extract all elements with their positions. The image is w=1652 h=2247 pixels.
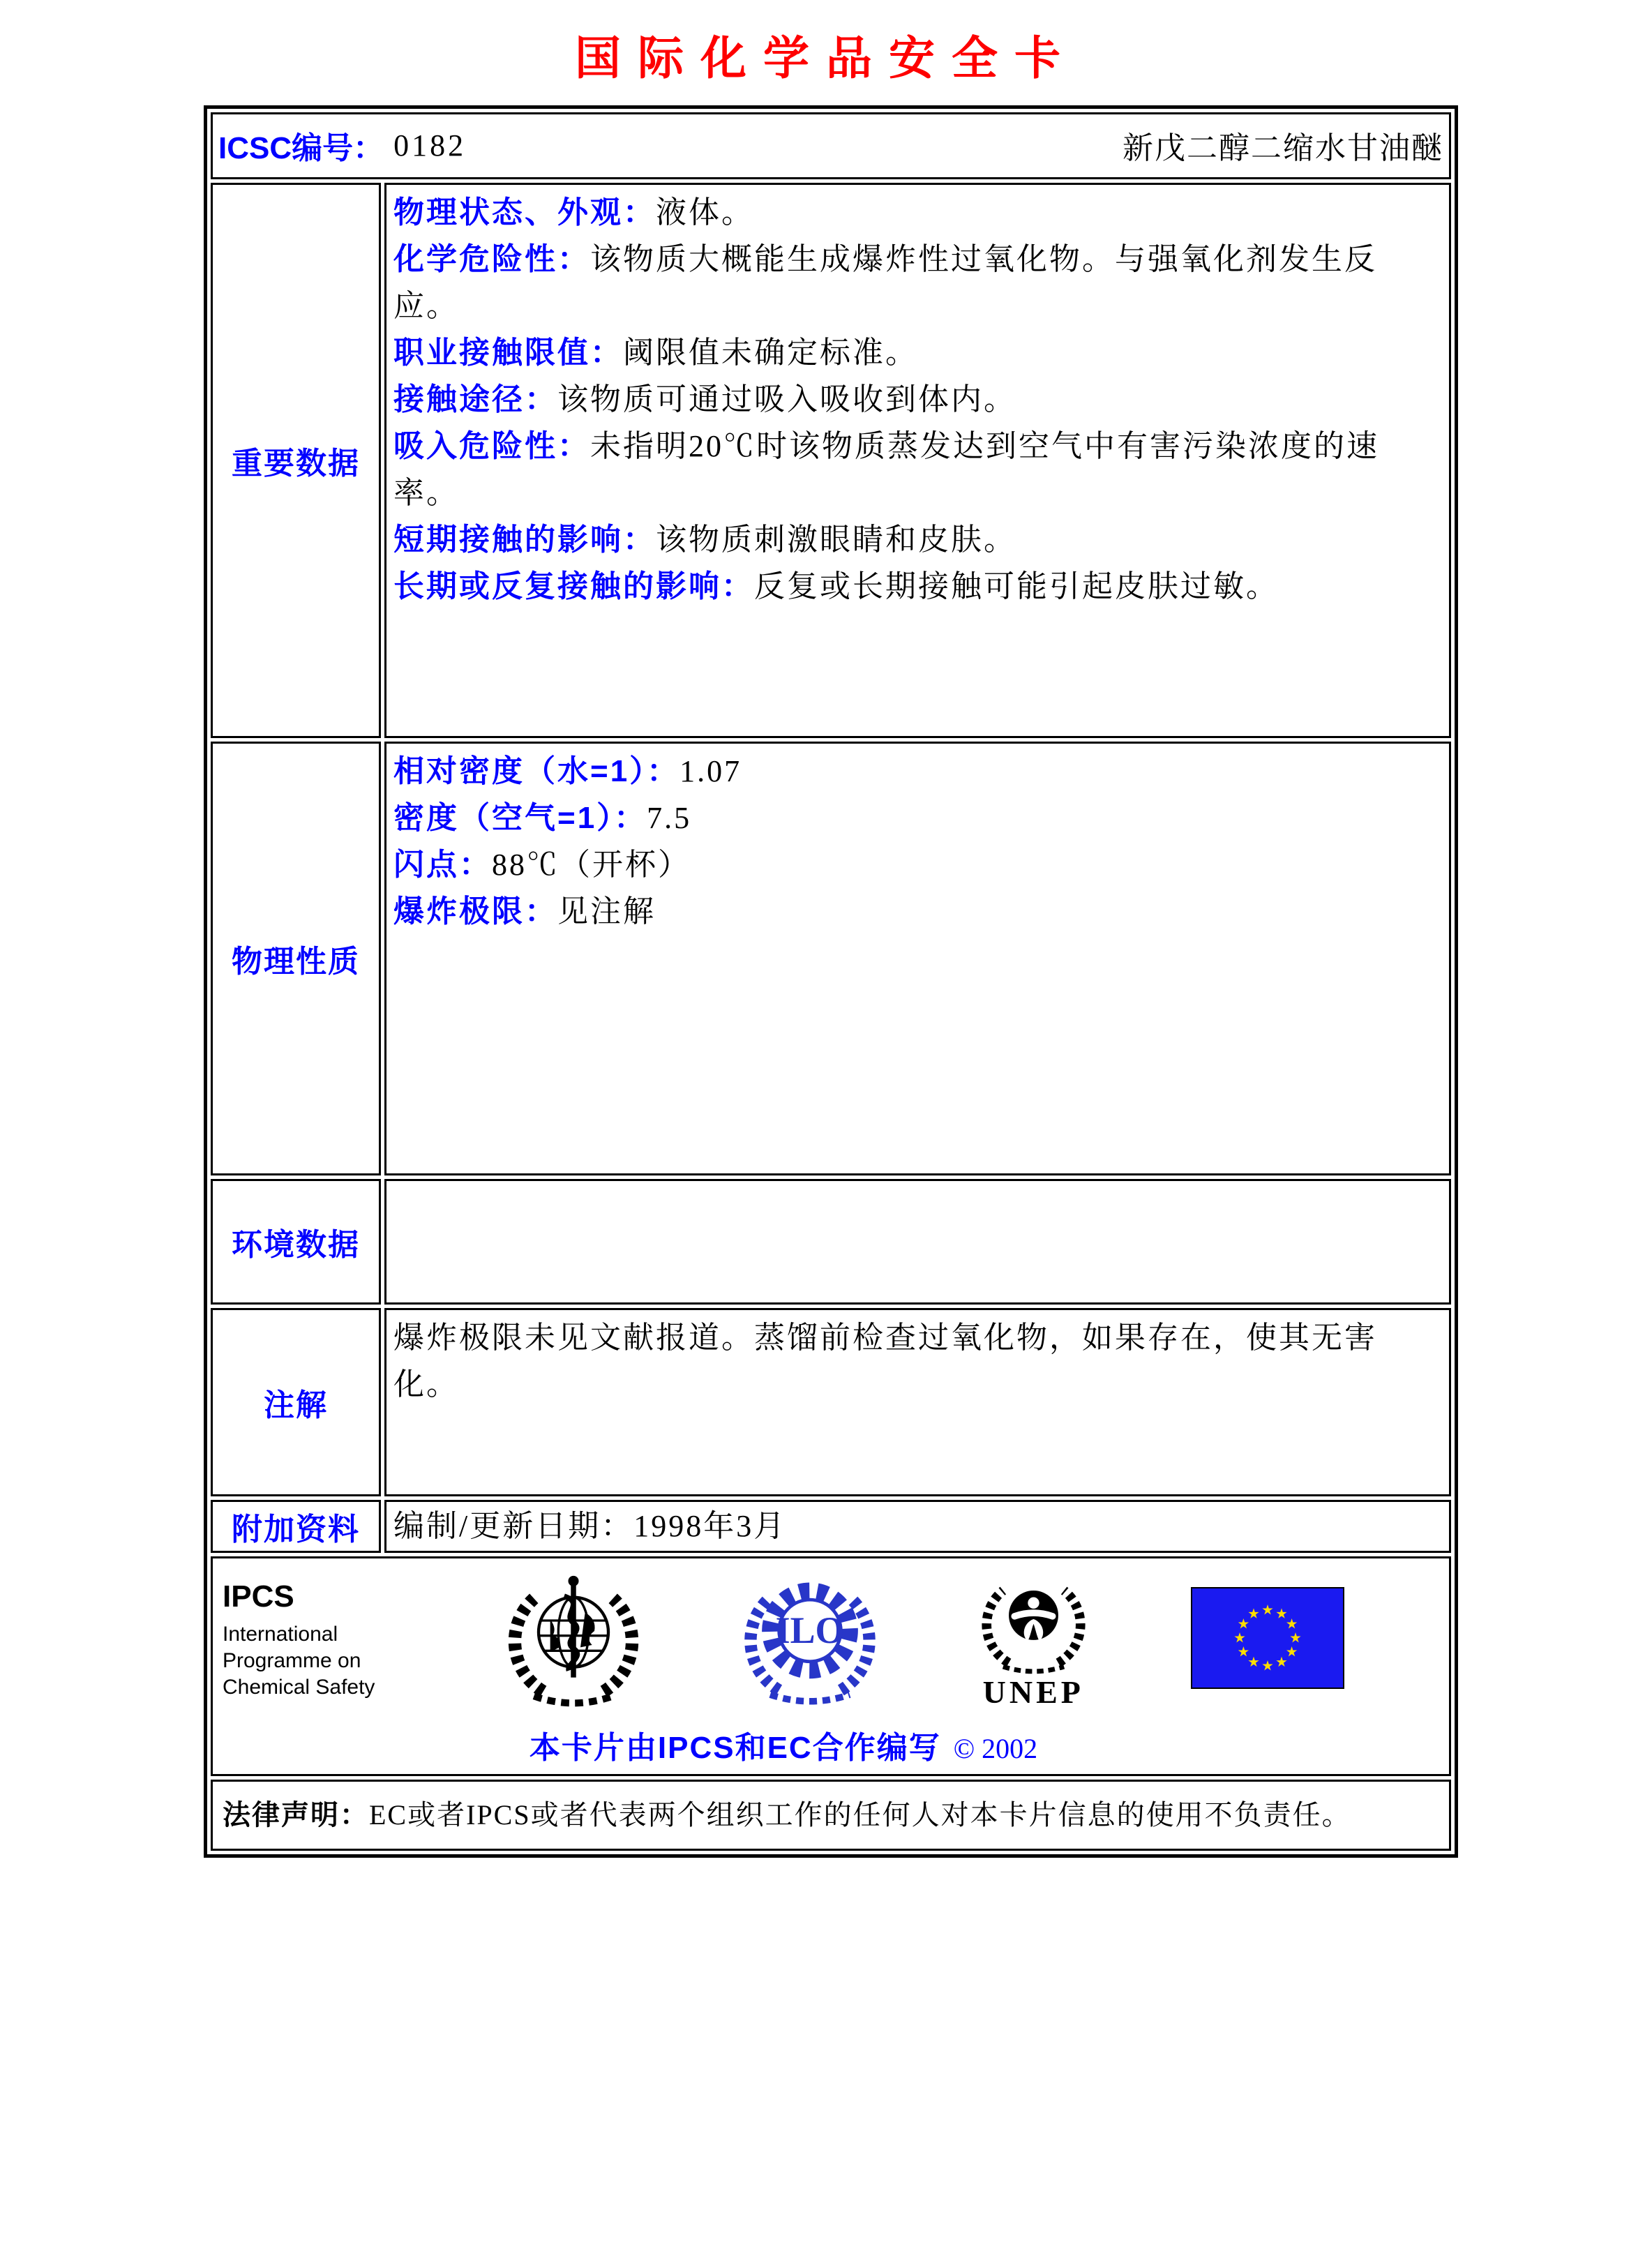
data-line: 短期接触的影响：该物质刺激眼睛和皮肤。 [393,523,1016,557]
row-label-environmental-data: 环境数据 [211,1179,381,1305]
ilo-logo-icon [744,1570,876,1710]
legal-label: 法律声明： [223,1800,369,1831]
logos-row [211,1556,1451,1776]
data-line: 闪点：88℃（开杯） [393,848,691,882]
cooperation-caption: 本卡片由IPCS和EC合作编写 © 2002 [529,1731,1038,1765]
data-line: 密度（空气=1）：7.5 [393,801,692,835]
logos-cell [211,1556,1451,1776]
chemical-name: 新戊二醇二缩水甘油醚 [1122,131,1443,165]
row-label-additional-info: 附加资料 [211,1500,381,1553]
row-label-notes: 注解 [211,1308,381,1496]
section-row-additional-info [211,1500,1451,1553]
data-line: 职业接触限值：阈限值未确定标准。 [393,336,918,370]
section-row-important-data [211,183,1451,738]
section-row-notes [211,1308,1451,1496]
legal-row [211,1780,1451,1851]
legal-statement: 法律声明：EC或者IPCS或者代表两个组织工作的任何人对本卡片信息的使用不负责任。 [223,1799,1351,1831]
header-row [211,112,1451,179]
important-data-content [384,183,1451,738]
legal-cell [211,1780,1451,1851]
header-cell [211,112,1451,179]
ipcs-acronym: IPCS [223,1579,294,1614]
who-logo-icon [504,1568,643,1711]
unep-logo-icon [976,1570,1091,1678]
physical-properties-content [384,742,1451,1175]
data-line: 吸入危险性：未指明20℃时该物质蒸发达到空气中有害污染浓度的速率。 [393,429,1379,510]
ipcs-text-block: IPCS International Programme on Chemical Safety [223,1579,404,1701]
row-label-important-data: 重要数据 [211,183,381,738]
section-row-physical-properties [211,742,1451,1175]
data-line: 物理状态、外观：液体。 [393,195,754,230]
icsc-number-label: ICSC编号： [218,131,384,165]
additional-info-content [384,1500,1451,1553]
data-line: 相对密度（水=1）：1.07 [393,754,742,788]
eu-flag-icon [1191,1587,1344,1692]
unep-logo-block [976,1570,1091,1711]
section-row-environmental-data [211,1179,1451,1305]
notes-text: 爆炸极限未见文献报道。蒸馏前检查过氧化物，如果存在，使其无害化。 [393,1321,1377,1401]
page-title: 国际化学品安全卡 [575,33,1077,84]
svg-text:ILO: ILO [775,1609,844,1651]
unep-label: UNEP [982,1674,1084,1710]
row-label-physical-properties: 物理性质 [211,742,381,1175]
data-line: 化学危险性：该物质大概能生成爆炸性过氧化物。与强氧化剂发生反应。 [393,242,1377,323]
data-line: 爆炸极限：见注解 [393,894,656,929]
data-line: 长期或反复接触的影响：反复或长期接触可能引起皮肤过敏。 [393,569,1279,603]
icsc-number-value: 0182 [393,128,467,163]
data-line: 接触途径：该物质可通过吸入吸收到体内。 [393,382,1016,416]
update-date-line: 编制/更新日期：1998年3月 [393,1509,787,1543]
environmental-data-content [384,1179,1451,1305]
notes-content [384,1308,1451,1496]
icsc-card-table [204,105,1458,1858]
